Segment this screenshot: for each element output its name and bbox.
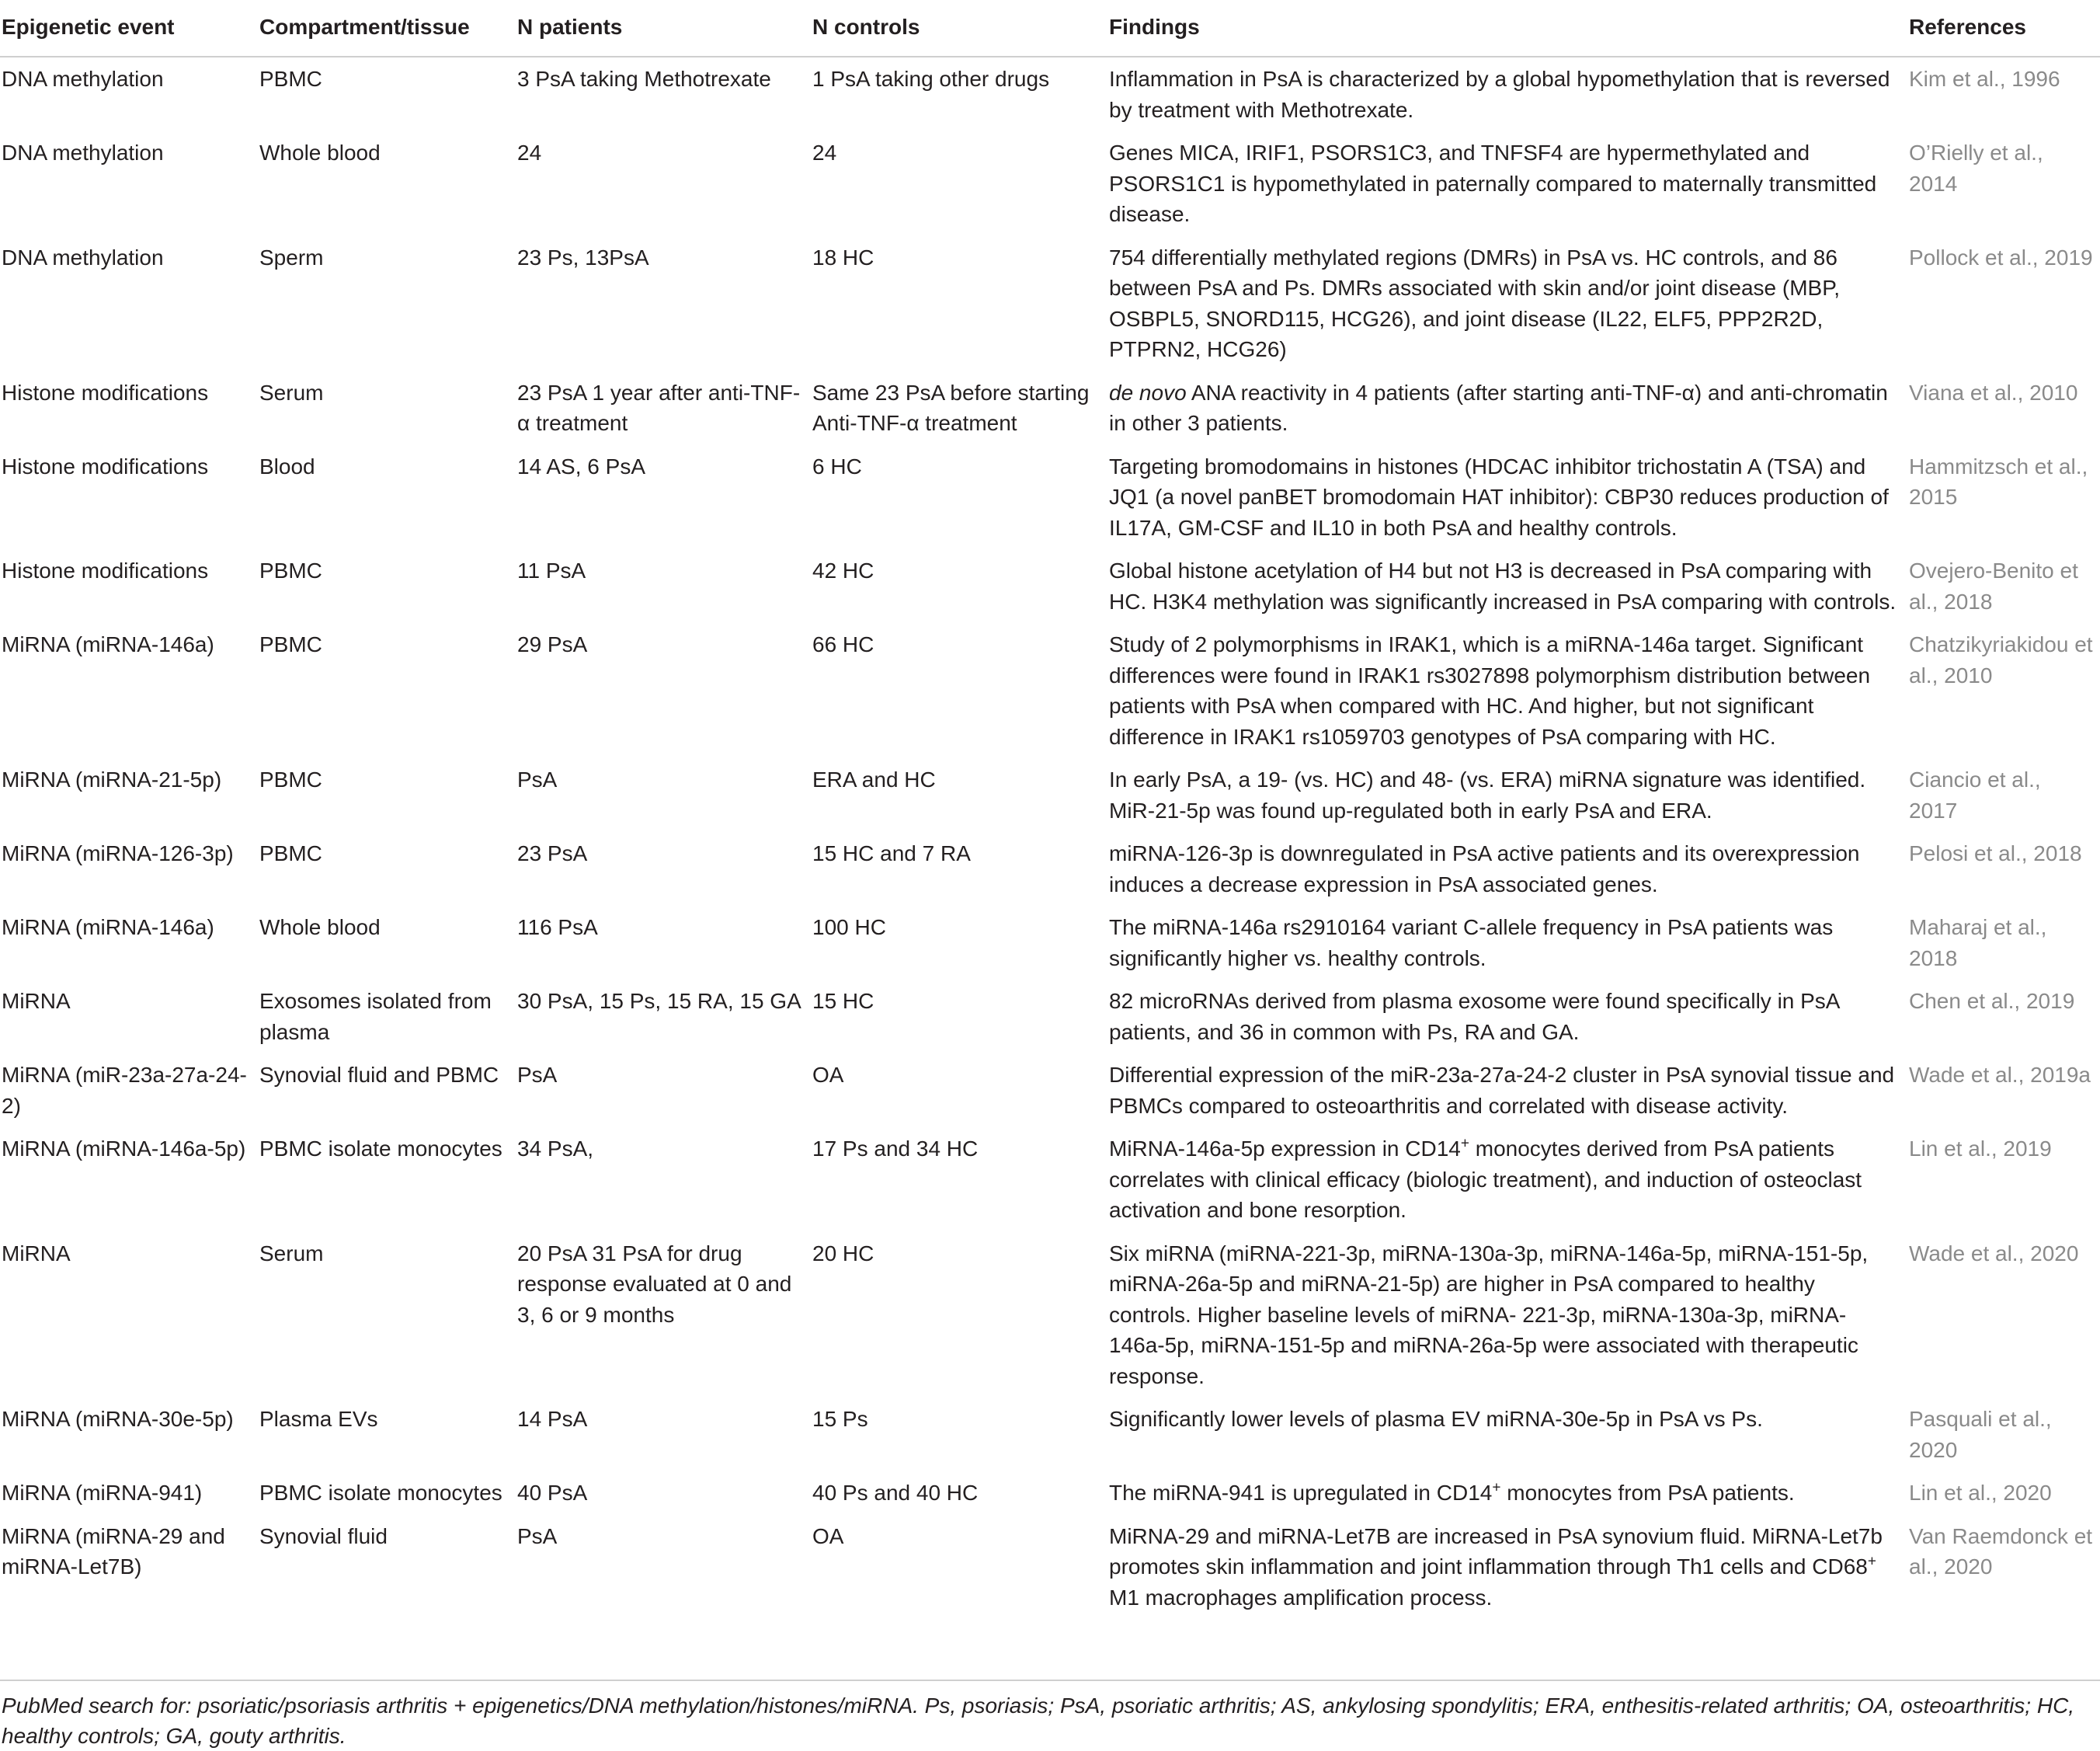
table-row [0, 623, 2100, 758]
cell-reference: O’Rielly et al., 2014 [1909, 141, 2043, 196]
header-row [0, 0, 2100, 57]
cell-reference: Pelosi et al., 2018 [1909, 841, 2082, 865]
cell-patients: 14 AS, 6 PsA [517, 454, 645, 479]
cell-event: DNA methylation [2, 141, 164, 165]
cell-findings: Six miRNA (miRNA-221-3p, miRNA-130a-3p, miRNA-146a-5p, miRNA-151-5p, miRNA-26a-5p and miRNA-21-5p) are higher in PsA compared to healthy controls. Higher baseline levels of miRNA- 221-3p, miRNA-130a-3p, miRNA-146a-5p, miRNA-151-5p and miRNA-26a-5p were associated with therapeutic response. [1109, 1241, 1869, 1388]
cell-findings: Targeting bromodomains in histones (HDCAC inhibitor trichostatin A (TSA) and JQ1 (a novel panBET bromodomain HAT inhibitor): CBP30 reduces production of IL17A, GM-CSF and IL10 in both PsA and healthy controls. [1109, 454, 1889, 540]
cell-tissue: Synovial fluid [259, 1523, 388, 1548]
cell-event: Histone modifications [2, 559, 209, 583]
table-row [0, 1515, 2100, 1620]
cell-findings: Global histone acetylation of H4 but not H3 is decreased in PsA comparing with HC. H3K4 methylation was significantly increased in PsA comparing with controls. [1109, 559, 1897, 614]
cell-patients: PsA [517, 768, 558, 792]
table-footnote: PubMed search for: psoriatic/psoriasis arthritis + epigenetics/DNA methylation/histones/miRNA. Ps, psoriasis; PsA, psoriatic arthritis; AS, ankylosing spondylitis; ERA, enthesitis-related arthritis; OA, osteoarthritis; HC, healthy controls; GA, gouty arthritis. [2, 1694, 2075, 1748]
cell-reference: Lin et al., 2019 [1909, 1137, 2052, 1161]
cell-event: MiRNA (miRNA-126-3p) [2, 841, 234, 865]
cell-findings: Differential expression of the miR-23a-27a-24-2 cluster in PsA synovial tissue and PBMCs compared to osteoarthritis and correlated with disease activity. [1109, 1063, 1895, 1118]
header-references: References [1907, 0, 2100, 57]
cell-event: MiRNA (miRNA-146a) [2, 915, 214, 939]
cell-controls: 1 PsA taking other drugs [812, 67, 1050, 91]
cell-reference: Pollock et al., 2019 [1909, 245, 2093, 270]
cell-event: MiRNA (miRNA-21-5p) [2, 768, 222, 792]
cell-tissue: Sperm [259, 245, 324, 270]
cell-findings: Inflammation in PsA is characterized by a global hypomethylation that is reversed by treatment with Methotrexate. [1109, 67, 1890, 122]
footnote-divider [0, 1680, 2100, 1681]
cell-findings: Significantly lower levels of plasma EV miRNA-30e-5p in PsA vs Ps. [1109, 1407, 1763, 1431]
table-row [0, 549, 2100, 623]
findings-text-a: MiRNA-146a-5p expression in CD14 [1109, 1137, 1461, 1161]
cell-patients: 11 PsA [517, 559, 586, 583]
cell-controls: 17 Ps and 34 HC [812, 1137, 979, 1161]
table-row [0, 371, 2100, 445]
cell-tissue: PBMC [259, 841, 322, 865]
cell-controls: 15 Ps [812, 1407, 868, 1431]
table-row [0, 131, 2100, 236]
table-row [0, 980, 2100, 1053]
cell-findings: Genes MICA, IRIF1, PSORS1C3, and TNFSF4 are hypermethylated and PSORS1C1 is hypomethylated in paternally compared to maternally transmitted disease. [1109, 141, 1877, 226]
cell-tissue: PBMC [259, 559, 322, 583]
table-row [0, 236, 2100, 371]
cell-patients: 20 PsA 31 PsA for drug response evaluated at 0 and 3, 6 or 9 months [517, 1241, 792, 1327]
cell-reference: Wade et al., 2020 [1909, 1241, 2079, 1265]
cell-reference: Hammitzsch et al., 2015 [1909, 454, 2088, 509]
table-row [0, 832, 2100, 906]
header-compartment-tissue: Compartment/tissue [258, 0, 516, 57]
cell-findings: miRNA-126-3p is downregulated in PsA active patients and its overexpression induces a decrease expression in PsA associated genes. [1109, 841, 1860, 896]
cell-tissue: PBMC isolate monocytes [259, 1137, 502, 1161]
cell-controls: Same 23 PsA before starting Anti-TNF-α treatment [812, 380, 1090, 435]
cell-tissue: PBMC [259, 632, 322, 656]
cell-event: MiRNA (miRNA-29 and miRNA-Let7B) [2, 1523, 225, 1579]
cell-controls: 18 HC [812, 245, 874, 270]
cell-controls: OA [812, 1063, 844, 1087]
table-row [0, 1471, 2100, 1515]
cell-patients: 24 [517, 141, 542, 165]
cell-reference: Chatzikyriakidou et al., 2010 [1909, 632, 2093, 688]
cell-tissue: PBMC isolate monocytes [259, 1481, 502, 1505]
cell-event: MiRNA [2, 1241, 71, 1265]
cell-event: MiRNA (miRNA-146a-5p) [2, 1137, 246, 1161]
cell-tissue: Whole blood [259, 141, 381, 165]
table-row [0, 906, 2100, 980]
cell-controls: 66 HC [812, 632, 874, 656]
cell-patients: 14 PsA [517, 1407, 588, 1431]
cell-patients: 29 PsA [517, 632, 588, 656]
cell-tissue: Synovial fluid and PBMC [259, 1063, 499, 1087]
cell-reference: Van Raemdonck et al., 2020 [1909, 1523, 2093, 1579]
cell-event: MiRNA (miR-23a-27a-24-2) [2, 1063, 247, 1118]
cell-event: DNA methylation [2, 67, 164, 91]
findings-text-b: monocytes from PsA patients. [1500, 1481, 1795, 1505]
cell-event: MiRNA [2, 989, 71, 1013]
table-row [0, 758, 2100, 832]
cell-reference: Chen et al., 2019 [1909, 989, 2075, 1013]
findings-italic-text: de novo [1109, 380, 1187, 405]
cell-reference: Kim et al., 1996 [1909, 67, 2060, 91]
cell-findings [1107, 371, 1907, 445]
cell-tissue: Plasma EVs [259, 1407, 378, 1431]
cell-tissue: Serum [259, 380, 324, 405]
cell-patients: PsA [517, 1063, 558, 1087]
header-n-patients: N patients [516, 0, 811, 57]
cell-patients: 23 Ps, 13PsA [517, 245, 649, 270]
cell-controls: 6 HC [812, 454, 862, 479]
cell-event: MiRNA (miRNA-30e-5p) [2, 1407, 234, 1431]
findings-text-b: monocytes derived from PsA patients correlates with clinical efficacy (biologic treatment), and induction of osteoclast activation and bone resorption. [1109, 1137, 1862, 1222]
header-findings: Findings [1107, 0, 1907, 57]
cell-patients: 116 PsA [517, 915, 598, 939]
cell-findings: 82 microRNAs derived from plasma exosome were found specifically in PsA patients, and 36 in common with Ps, RA and GA. [1109, 989, 1839, 1044]
cell-patients: 30 PsA, 15 Ps, 15 RA, 15 GA [517, 989, 801, 1013]
cell-tissue: Exosomes isolated from plasma [259, 989, 492, 1044]
cell-patients: 40 PsA [517, 1481, 588, 1505]
cell-controls: 24 [812, 141, 837, 165]
cell-event: MiRNA (miRNA-941) [2, 1481, 203, 1505]
header-n-controls: N controls [811, 0, 1107, 57]
superscript-plus: + [1460, 1135, 1469, 1152]
cell-reference: Ciancio et al., 2017 [1909, 768, 2041, 823]
cell-patients: 34 PsA, [517, 1137, 594, 1161]
cell-reference: Pasquali et al., 2020 [1909, 1407, 2052, 1462]
cell-controls: 15 HC and 7 RA [812, 841, 971, 865]
table-body [0, 57, 2100, 1619]
findings-text-b: M1 macrophages amplification process. [1109, 1585, 1493, 1610]
cell-findings [1107, 1471, 1907, 1515]
cell-controls: 42 HC [812, 559, 874, 583]
table-row [0, 57, 2100, 131]
cell-tissue: Serum [259, 1241, 324, 1265]
cell-reference: Ovejero-Benito et al., 2018 [1909, 559, 2078, 614]
cell-findings: Study of 2 polymorphisms in IRAK1, which is a miRNA-146a target. Significant differences were found in IRAK1 rs3027898 polymorphism distribution between patients with PsA when compared with HC. And higher, but not significant difference in IRAK1 rs1059703 genotypes of PsA comparing with HC. [1109, 632, 1871, 749]
cell-findings [1107, 1515, 1907, 1620]
table-row [0, 1398, 2100, 1471]
cell-controls: ERA and HC [812, 768, 936, 792]
cell-controls: 100 HC [812, 915, 886, 939]
table-row [0, 1127, 2100, 1232]
cell-controls: 15 HC [812, 989, 874, 1013]
cell-event: MiRNA (miRNA-146a) [2, 632, 214, 656]
cell-findings: In early PsA, a 19- (vs. HC) and 48- (vs. ERA) miRNA signature was identified. MiR-21-5p was found up-regulated both in early PsA and ERA. [1109, 768, 1866, 823]
superscript-plus: + [1867, 1553, 1876, 1570]
cell-findings: 754 differentially methylated regions (DMRs) in PsA vs. HC controls, and 86 between PsA and Ps. DMRs associated with skin and/or joint disease (MBP, OSBPL5, SNORD115, HCG26), and joint disease (IL22, ELF5, PPP2R2D, PTPRN2, HCG26) [1109, 245, 1841, 361]
cell-patients: 23 PsA [517, 841, 588, 865]
cell-findings [1107, 1127, 1907, 1232]
cell-tissue: PBMC [259, 768, 322, 792]
cell-patients: 3 PsA taking Methotrexate [517, 67, 771, 91]
superscript-plus: + [1492, 1479, 1501, 1496]
cell-tissue: PBMC [259, 67, 322, 91]
findings-text: ANA reactivity in 4 patients (after starting anti-TNF-α) and anti-chromatin in other 3 patients. [1109, 380, 1888, 435]
table-header [0, 0, 2100, 57]
cell-patients: PsA [517, 1523, 558, 1548]
cell-reference: Wade et al., 2019a [1909, 1063, 2091, 1087]
cell-reference: Maharaj et al., 2018 [1909, 915, 2047, 970]
table-row [0, 1053, 2100, 1127]
cell-controls: 40 Ps and 40 HC [812, 1481, 979, 1505]
table-row [0, 445, 2100, 550]
cell-event: Histone modifications [2, 380, 209, 405]
cell-tissue: Whole blood [259, 915, 381, 939]
cell-tissue: Blood [259, 454, 315, 479]
cell-reference: Lin et al., 2020 [1909, 1481, 2052, 1505]
findings-text-a: MiRNA-29 and miRNA-Let7B are increased in PsA synovium fluid. MiRNA-Let7b promotes skin inflammation and joint inflammation through Th1 cells and CD68 [1109, 1523, 1883, 1579]
cell-patients: 23 PsA 1 year after anti-TNF-α treatment [517, 380, 801, 435]
header-epigenetic-event: Epigenetic event [0, 0, 258, 57]
cell-event: Histone modifications [2, 454, 209, 479]
cell-reference: Viana et al., 2010 [1909, 380, 2078, 405]
findings-text-a: The miRNA-941 is upregulated in CD14 [1109, 1481, 1493, 1505]
cell-controls: OA [812, 1523, 844, 1548]
table-row [0, 1232, 2100, 1398]
cell-event: DNA methylation [2, 245, 164, 270]
cell-controls: 20 HC [812, 1241, 874, 1265]
cell-findings: The miRNA-146a rs2910164 variant C-allele frequency in PsA patients was significantly higher vs. healthy controls. [1109, 915, 1834, 970]
